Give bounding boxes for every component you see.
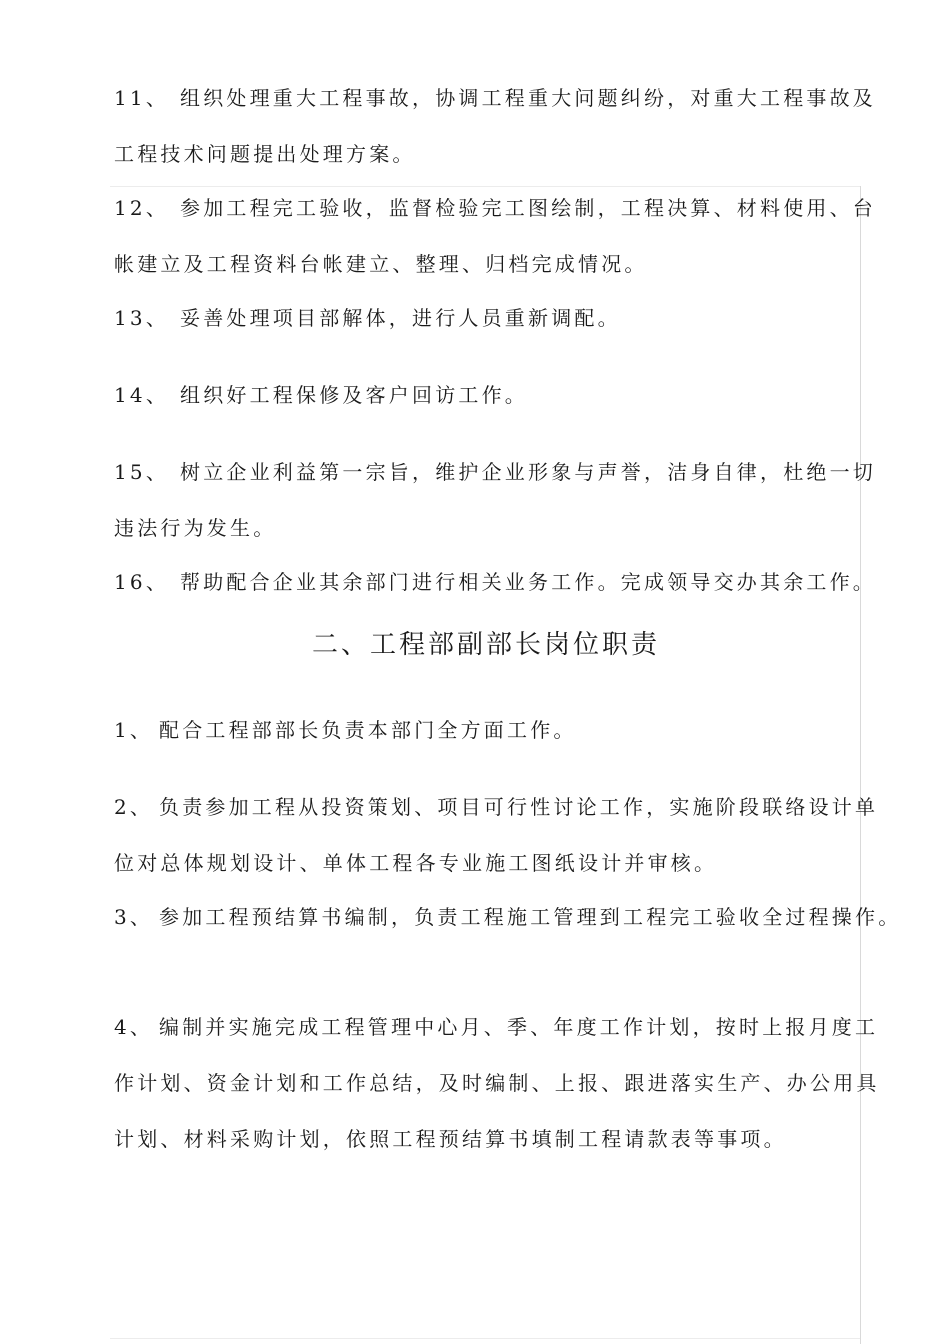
item-12-line-2 [114, 250, 648, 278]
item-text: 组织处理重大工程事故，协调工程重大问题纠纷，对重大工程事故及 [180, 86, 876, 110]
item-11-line-1 [114, 84, 876, 112]
item-text: 作计划、资金计划和工作总结，及时编制、上报、跟进落实生产、办公用具 [114, 1071, 880, 1095]
item-12-line-1 [114, 194, 876, 222]
item-3 [114, 903, 901, 931]
item-number: 14、 [114, 383, 170, 407]
page-border-right [860, 186, 861, 1344]
item-4-line-2 [114, 1069, 880, 1097]
item-15-line-1 [114, 458, 876, 486]
item-number: 11、 [114, 86, 170, 110]
item-number: 2、 [114, 795, 154, 819]
item-text: 配合工程部部长负责本部门全方面工作。 [159, 718, 577, 742]
item-number: 13、 [114, 306, 170, 330]
item-4-line-1 [114, 1013, 878, 1041]
item-number: 12、 [114, 196, 170, 220]
item-text: 组织好工程保修及客户回访工作。 [180, 383, 528, 407]
item-text: 妥善处理项目部解体，进行人员重新调配。 [180, 306, 621, 330]
item-14 [114, 381, 528, 409]
item-2-line-2 [114, 849, 717, 877]
item-text: 违法行为发生。 [114, 516, 277, 540]
item-number: 1、 [114, 718, 154, 742]
item-text: 计划、材料采购计划，依照工程预结算书填制工程请款表等事项。 [114, 1127, 787, 1151]
item-13 [114, 304, 621, 332]
page-border-bottom [110, 1338, 860, 1339]
item-number: 15、 [114, 460, 170, 484]
item-16 [114, 568, 876, 596]
item-text: 参加工程预结算书编制，负责工程施工管理到工程完工验收全过程操作。 [159, 905, 902, 929]
item-1 [114, 716, 577, 744]
item-15-line-2 [114, 514, 276, 542]
item-text: 参加工程完工验收，监督检验完工图绘制，工程决算、材料使用、台 [180, 196, 876, 220]
item-11-line-2 [114, 140, 416, 168]
section-heading: 二、工程部副部长岗位职责 [311, 630, 660, 660]
item-number: 3、 [114, 905, 154, 929]
item-number: 4、 [114, 1015, 154, 1039]
item-text: 工程技术问题提出处理方案。 [114, 142, 416, 166]
item-text: 位对总体规划设计、单体工程各专业施工图纸设计并审核。 [114, 851, 718, 875]
item-text: 帐建立及工程资料台帐建立、整理、归档完成情况。 [114, 252, 648, 276]
item-text: 帮助配合企业其余部门进行相关业务工作。完成领导交办其余工作。 [180, 570, 876, 594]
page-border-top [110, 186, 860, 187]
item-text: 负责参加工程从投资策划、项目可行性讨论工作，实施阶段联络设计单 [159, 795, 879, 819]
item-text: 树立企业利益第一宗旨，维护企业形象与声誉，洁身自律，杜绝一切 [180, 460, 876, 484]
item-2-line-1 [114, 793, 878, 821]
item-4-line-3 [114, 1125, 787, 1153]
item-number: 16、 [114, 570, 170, 594]
item-text: 编制并实施完成工程管理中心月、季、年度工作计划，按时上报月度工 [159, 1015, 879, 1039]
